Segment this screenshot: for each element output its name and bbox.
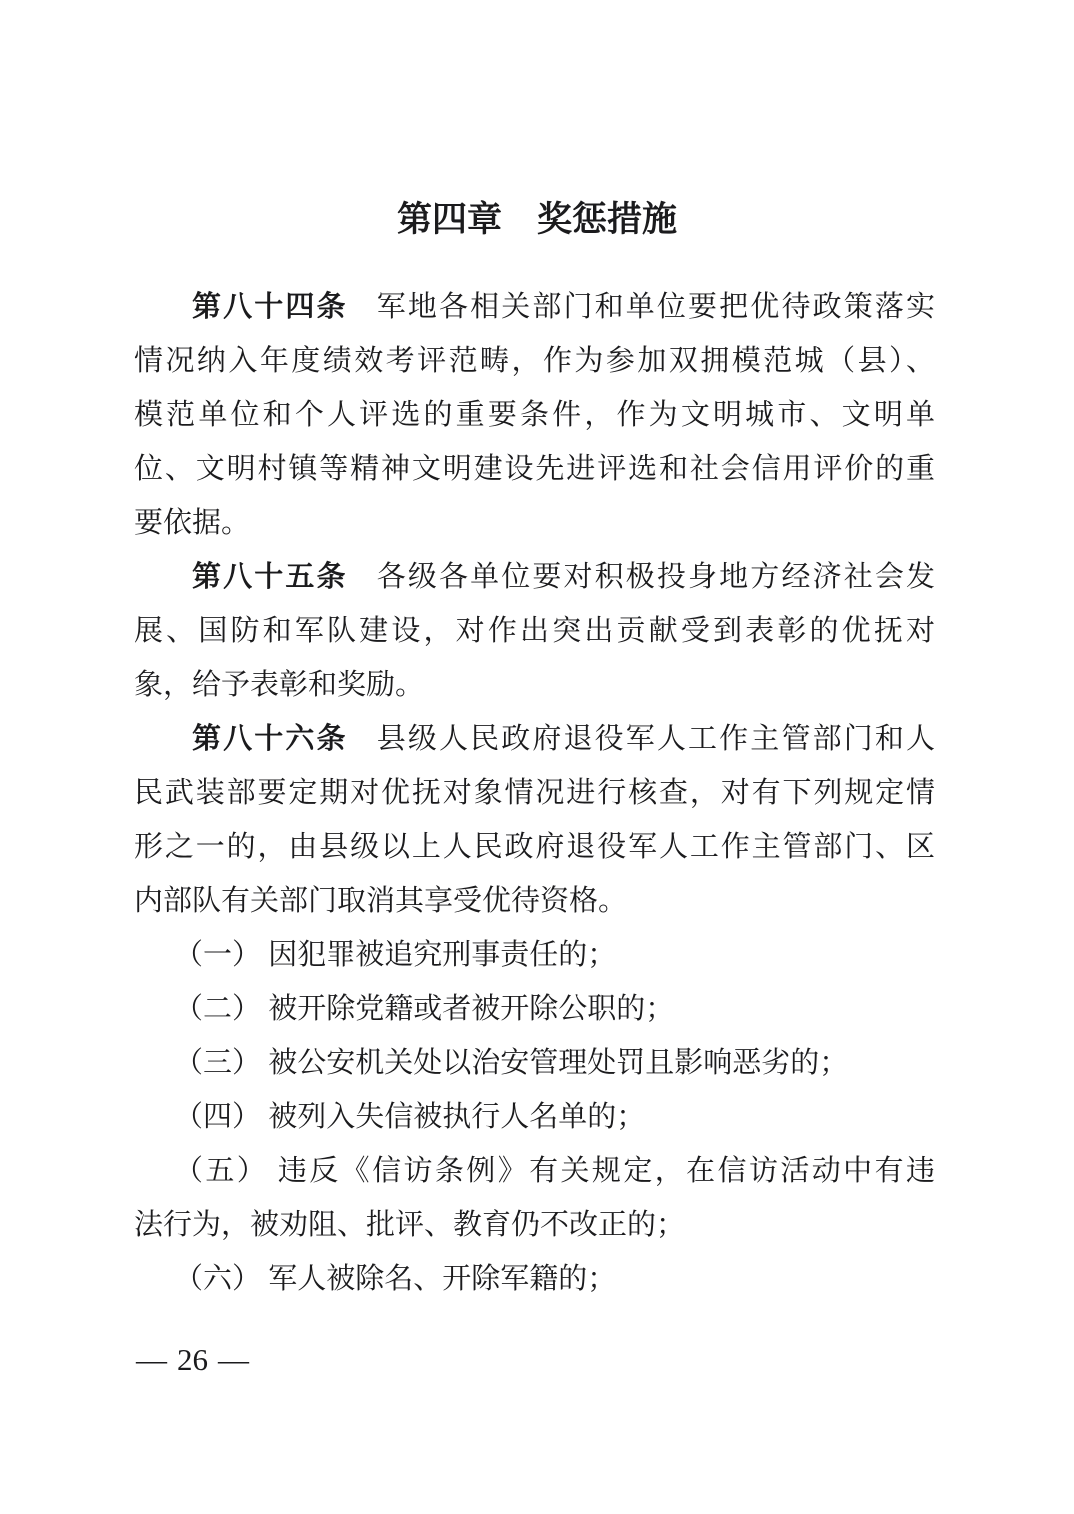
text-line: （三） 被公安机关处以治安管理处罚且影响恶劣的； xyxy=(174,1047,849,1079)
text-line: 情况纳入年度绩效考评范畴，作为参加双拥模范城（县）、 xyxy=(134,345,935,377)
chapter-heading xyxy=(0,197,1074,243)
line-text: 县级人民政府退役军人工作主管部门和人 xyxy=(376,723,935,755)
footer-dash-right: — xyxy=(218,1342,249,1377)
page-number: 26 xyxy=(177,1342,208,1377)
list-item-2 xyxy=(134,982,935,1036)
document-body xyxy=(134,280,935,1306)
article-86 xyxy=(134,712,935,928)
list-item-3 xyxy=(134,1036,935,1090)
text-line: （四） 被列入失信被执行人名单的； xyxy=(174,1101,646,1133)
article-number: 第八十六条 xyxy=(192,723,348,755)
text-line: 象，给予表彰和奖励。 xyxy=(134,669,425,701)
footer-dash-left: — xyxy=(136,1342,167,1377)
list-item-4 xyxy=(134,1090,935,1144)
list-item-1 xyxy=(134,928,935,982)
text-line: 民武装部要定期对优抚对象情况进行核查，对有下列规定情 xyxy=(134,777,935,809)
text-line: 法行为，被劝阻、批评、教育仍不改正的； xyxy=(134,1209,686,1241)
text-line xyxy=(134,712,935,766)
text-line xyxy=(134,280,935,334)
text-line: 展、国防和军队建设，对作出突出贡献受到表彰的优抚对 xyxy=(134,615,935,647)
article-85 xyxy=(134,550,935,712)
article-number: 第八十四条 xyxy=(192,291,348,323)
text-line: 位、文明村镇等精神文明建设先进评选和社会信用评价的重 xyxy=(134,453,935,485)
list-item-6 xyxy=(134,1252,935,1306)
text-line: （一） 因犯罪被追究刑事责任的； xyxy=(174,939,617,971)
article-84 xyxy=(134,280,935,550)
line-text: 军地各相关部门和单位要把优待政策落实 xyxy=(376,291,935,323)
page-footer xyxy=(136,1340,249,1380)
article-number: 第八十五条 xyxy=(192,561,348,593)
text-line: 形之一的，由县级以上人民政府退役军人工作主管部门、区 xyxy=(134,831,935,863)
text-line: （五） 违反《信访条例》有关规定，在信访活动中有违 xyxy=(174,1155,935,1187)
chapter-title: 奖惩措施 xyxy=(537,200,678,239)
chapter-number: 第四章 xyxy=(396,200,502,239)
text-line: （二） 被开除党籍或者被开除公职的； xyxy=(174,993,675,1025)
list-item-5 xyxy=(134,1144,935,1252)
text-line: 模范单位和个人评选的重要条件，作为文明城市、文明单 xyxy=(134,399,935,431)
text-line xyxy=(134,550,935,604)
text-line: 内部队有关部门取消其享受优待资格。 xyxy=(134,885,628,917)
text-line: 要依据。 xyxy=(134,507,251,539)
line-text: 各级各单位要对积极投身地方经济社会发 xyxy=(376,561,935,593)
text-line: （六） 军人被除名、开除军籍的； xyxy=(174,1263,617,1295)
